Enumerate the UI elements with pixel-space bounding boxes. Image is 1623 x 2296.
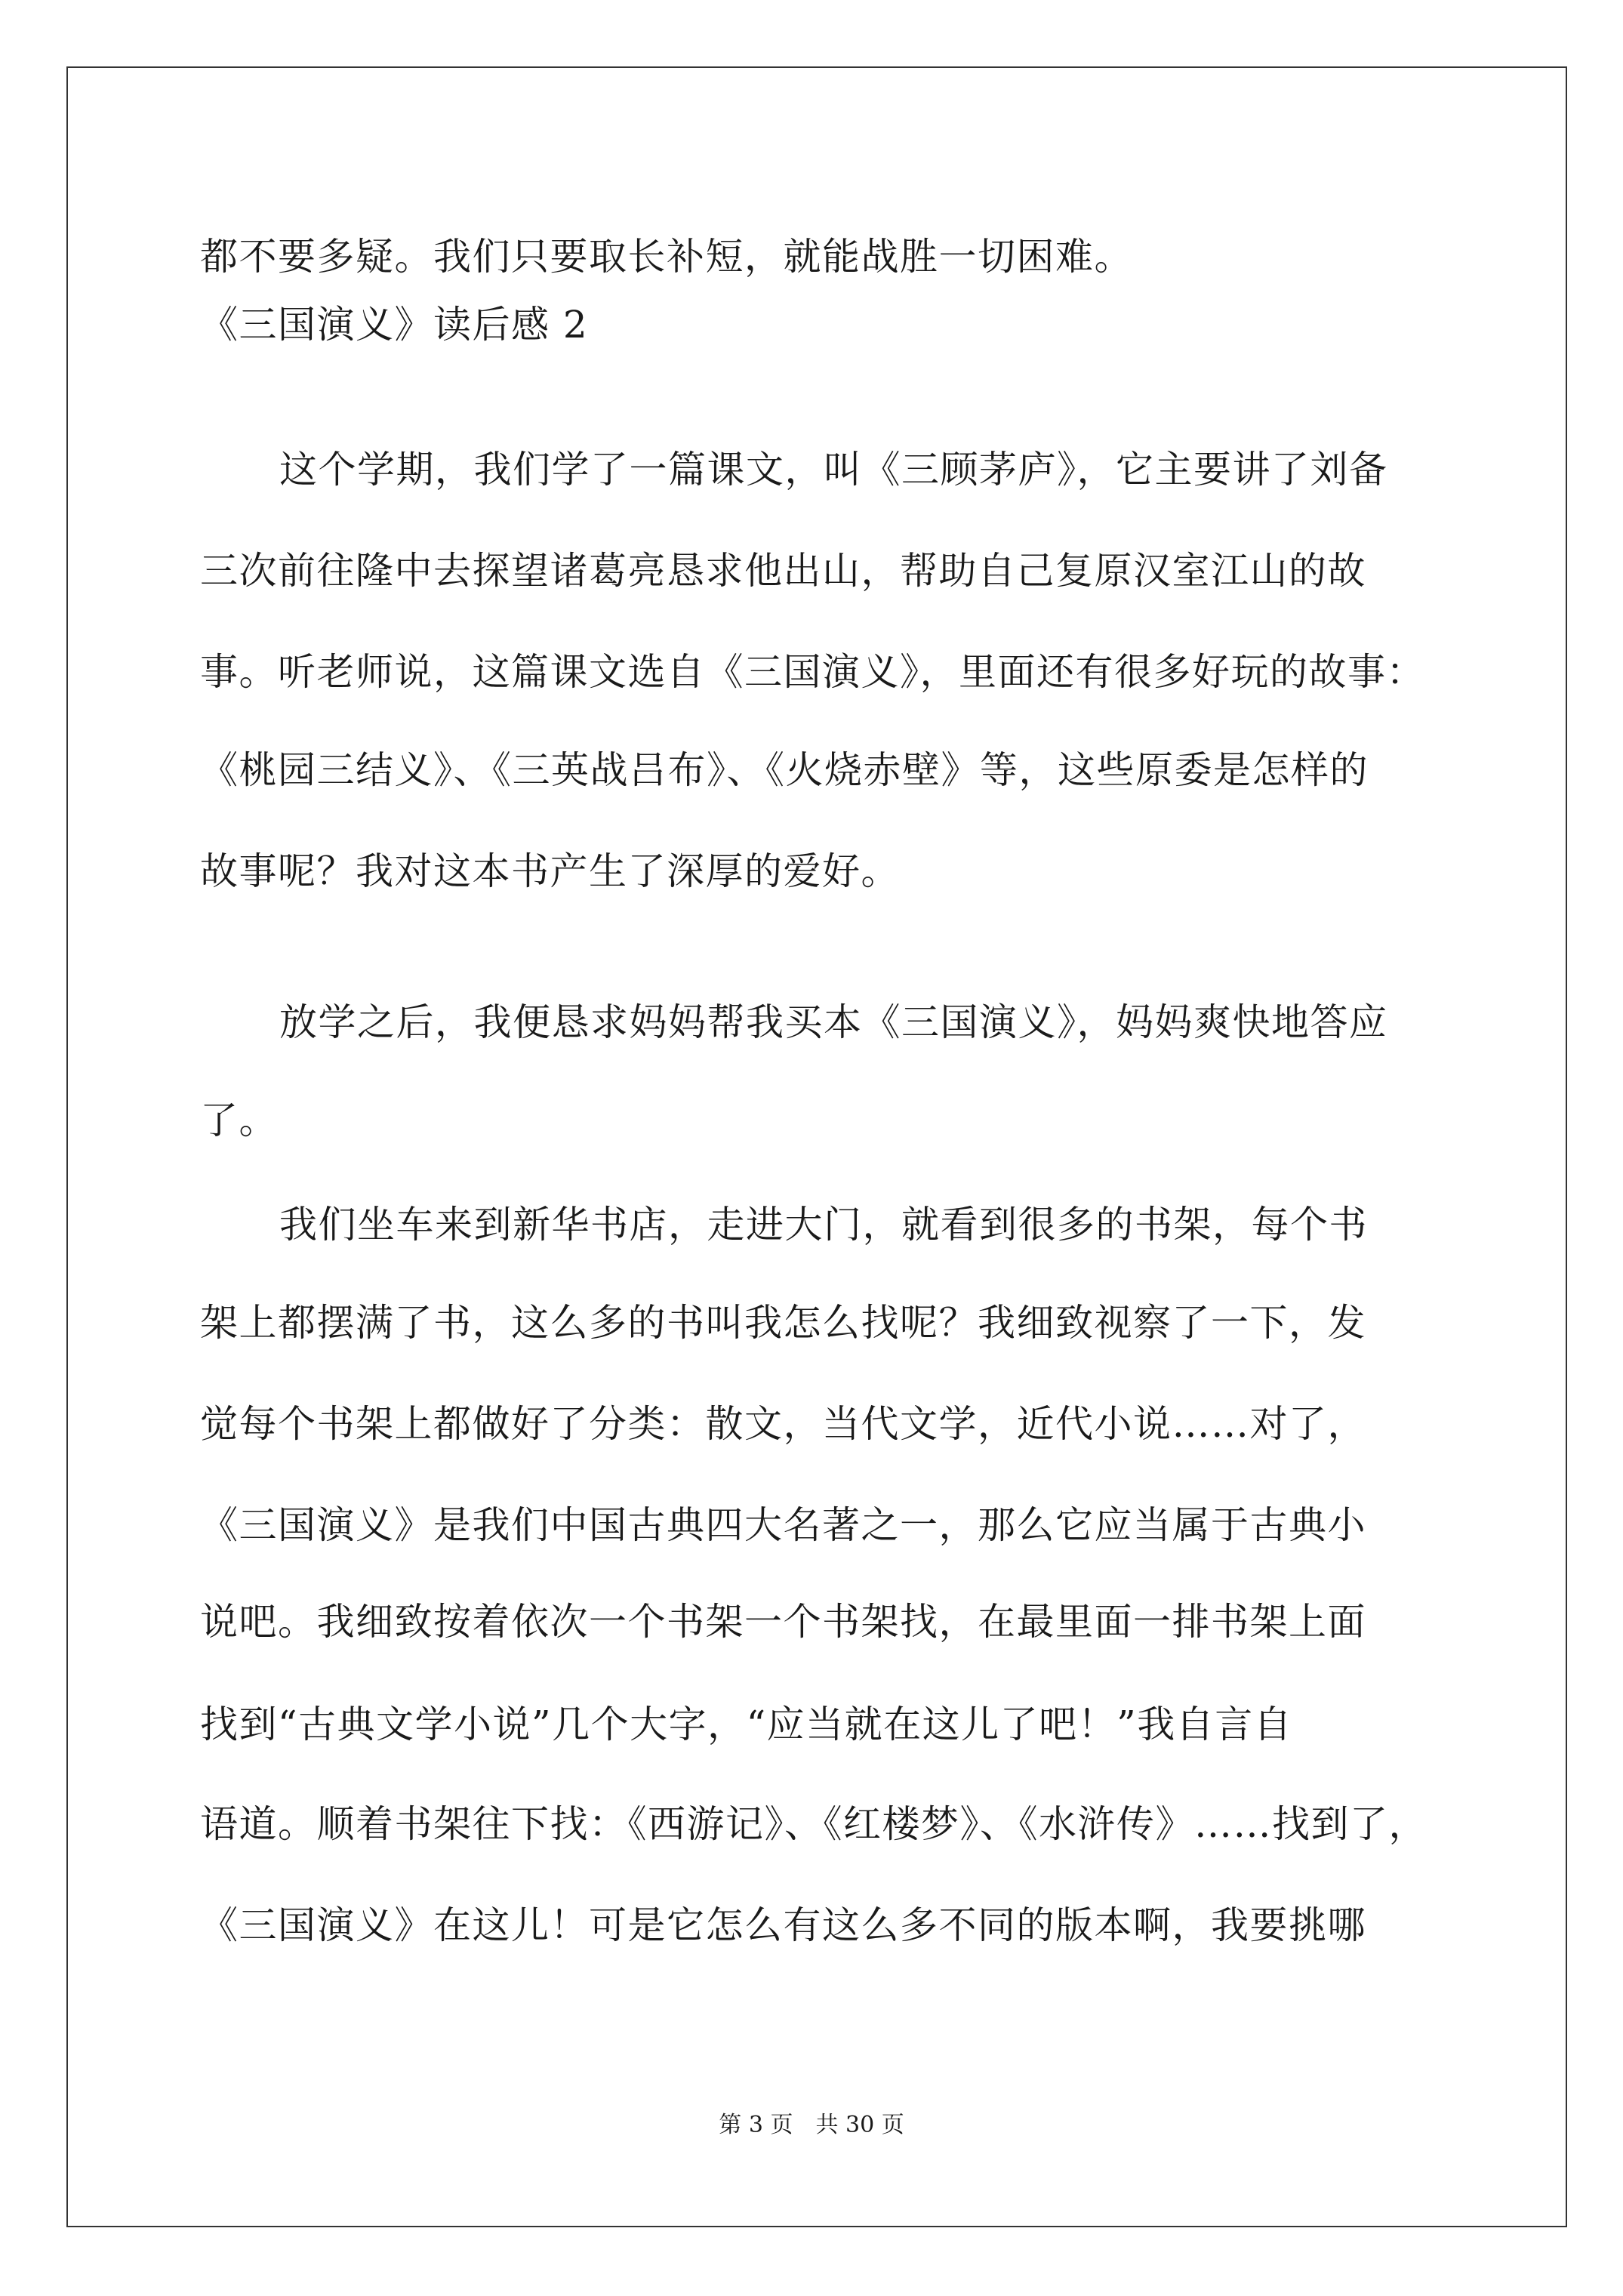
body-text-line: 了。: [200, 1099, 278, 1142]
body-text-line: 找到“古典文学小说”几个大字，“应当就在这儿了吧！”我自言自: [200, 1703, 1293, 1746]
section-heading: 《三国演义》读后感 2: [200, 303, 589, 347]
body-text-line: 说吧。我细致按着依次一个书架一个书架找，在最里面一排书架上面: [200, 1600, 1366, 1644]
body-text-line: 这个学期，我们学了一篇课文，叫《三顾茅庐》，它主要讲了刘备: [279, 448, 1388, 492]
body-text-line: 《三国演义》在这儿！可是它怎么有这么多不同的版本啊，我要挑哪: [200, 1903, 1366, 1947]
body-text-line: 故事呢？我对这本书产生了深厚的爱好。: [200, 849, 900, 893]
body-text-line: 语道。顺着书架往下找：《西游记》、《红楼梦》、《水浒传》……找到了，: [200, 1802, 1427, 1846]
body-text-line: 架上都摆满了书，这么多的书叫我怎么找呢？我细致视察了一下，发: [200, 1301, 1366, 1345]
body-text-line: 《三国演义》是我们中国古典四大名著之一，那么它应当属于古典小: [200, 1503, 1366, 1547]
body-text-line: 《桃园三结义》、《三英战吕布》、《火烧赤壁》等，这些原委是怎样的: [200, 748, 1369, 792]
body-text-line: 都不要多疑。我们只要取长补短，就能战胜一切困难。: [200, 235, 1133, 279]
body-text-line: 事。听老师说，这篇课文选自《三国演义》，里面还有很多好玩的故事：: [200, 650, 1425, 694]
body-text-line: 三次前往隆中去探望诸葛亮恳求他出山，帮助自己复原汉室江山的故: [200, 549, 1366, 593]
page-number-footer: 第 3 页 共 30 页: [719, 2112, 904, 2138]
body-text-line: 觉每个书架上都做好了分类：散文，当代文学，近代小说……对了，: [200, 1402, 1366, 1446]
body-text-line: 我们坐车来到新华书店，走进大门，就看到很多的书架，每个书: [279, 1203, 1368, 1247]
body-text-line: 放学之后，我便恳求妈妈帮我买本《三国演义》，妈妈爽快地答应: [279, 1000, 1388, 1044]
